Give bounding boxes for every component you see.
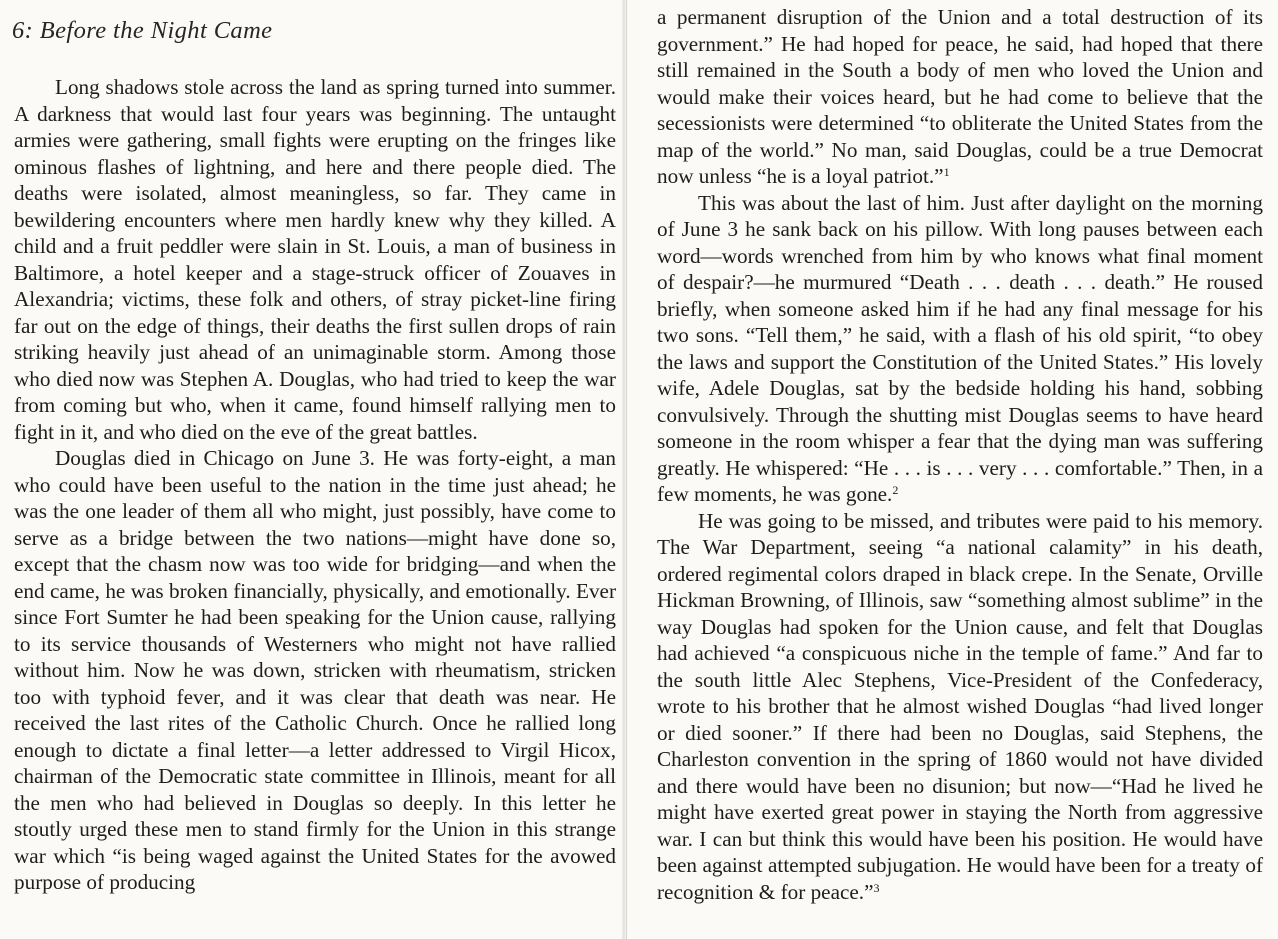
paragraph-4 (657, 508, 1263, 906)
paragraph-2: Douglas died in Chicago on June 3. He was forty-eight, a man who could have been useful to the nation in the time just ahead; he was the one leader of them all who might, just possibly, have come to serve as a bridge between the two nations—might have done so, except that the chasm now was too wide for bridging—and when the end came, he was broken financially, physically, and emotionally. Ever since Fort Sumter he had been speaking for the Union cause, rallying to its service thousands of Westerners who might not have rallied without him. Now he was down, stricken with rheumatism, stricken too with typhoid fever, and it was clear that death was near. He received the last rites of the Catholic Church. Once he rallied long enough to dictate a final letter—a letter addressed to Virgil Hicox, chairman of the Democratic state committee in Illinois, meant for all the men who had believed in Douglas so deeply. In this letter he stoutly urged these men to stand firmly for the Union in this strange war which “is being waged against the United States for the avowed purpose of producing (14, 446, 616, 894)
left-column (14, 74, 616, 896)
chapter-header: 6: Before the Night Came (12, 17, 273, 44)
footnote-marker-3: 3 (873, 880, 880, 895)
continuation-text: a permanent disruption of the Union and a total destruction of its government.” He had hoped for peace, he said, had hoped that there still remained in the South a body of men who loved the Union and would make their voices heard, but he had come to believe that the secessionists were determined “to obliterate the United States from the map of the world.” No man, said Douglas, could be a true Democrat now unless “he is a loyal patriot.” (657, 5, 1263, 188)
paragraph-continuation (657, 4, 1263, 190)
left-page (0, 0, 626, 939)
paragraph-4-text: He was going to be missed, and tributes were paid to his memory. The War Department, seeing “a national calamity” in his death, ordered regimental colors draped in black crepe. In the Senate, Orville Hickman Browning, of Illinois, saw “something almost sublime” in the way Douglas had spoken for the Union cause, and felt that Douglas had achieved “a conspicuous niche in the temple of fame.” And far to the south little Alec Stephens, Vice-President of the Confederacy, wrote to his brother that he almost wished Douglas “had lived longer or died sooner.” If there had been no Douglas, said Stephens, the Charleston convention in the spring of 1860 would not have divided and there would have been no disunion; but now—“Had he lived he might have exerted great power in staying the North from aggressive war. I can but think this would have been his position. He would have been against attempted subjugation. He would have been for a treaty of recognition & for peace.” (657, 508, 1263, 904)
paragraph-1: Long shadows stole across the land as spring turned into summer. A darkness that would last four years was beginning. The untaught armies were gathering, small fights were erupting on the fringes like ominous flashes of lightning, and here and there people died. The deaths were isolated, almost meaningless, so far. They came in bewildering encounters where men hardly knew why they killed. A child and a fruit peddler were slain in St. Louis, a man of business in Baltimore, a hotel keeper and a stage-struck officer of Zouaves in Alexandria; victims, these folk and others, of stray picket-line firing far out on the edge of things, their deaths the first sullen drops of rain striking heavily just ahead of an unimaginable storm. Among those who died now was Stephen A. Douglas, who had tried to keep the war from coming but who, when it came, found himself rallying men to fight in it, and who died on the eve of the great battles. (14, 75, 616, 444)
right-page (626, 0, 1278, 939)
paragraph-3 (657, 190, 1263, 508)
footnote-marker-1: 1 (943, 165, 950, 179)
paragraph-3-text: This was about the last of him. Just after daylight on the morning of June 3 he sank back on his pillow. With long pauses between each word—words wrenched from him by who knows what final moment of despair?—he murmured “Death . . . death . . . death.” He roused briefly, when someone asked him if he had any final message for his two sons. “Tell them,” he said, with a flash of his old spirit, “to obey the laws and support the Constitution of the United States.” His lovely wife, Adele Douglas, sat by the bedside holding his hand, sobbing convulsively. Through the shutting mist Douglas seems to have heard someone in the room whisper a fear that the dying man was suffering greatly. He whispered: “He . . . is . . . very . . . comfortable.” Then, in a few moments, he was gone. (657, 190, 1263, 506)
right-column (657, 4, 1263, 905)
footnote-marker-2: 2 (892, 483, 899, 497)
